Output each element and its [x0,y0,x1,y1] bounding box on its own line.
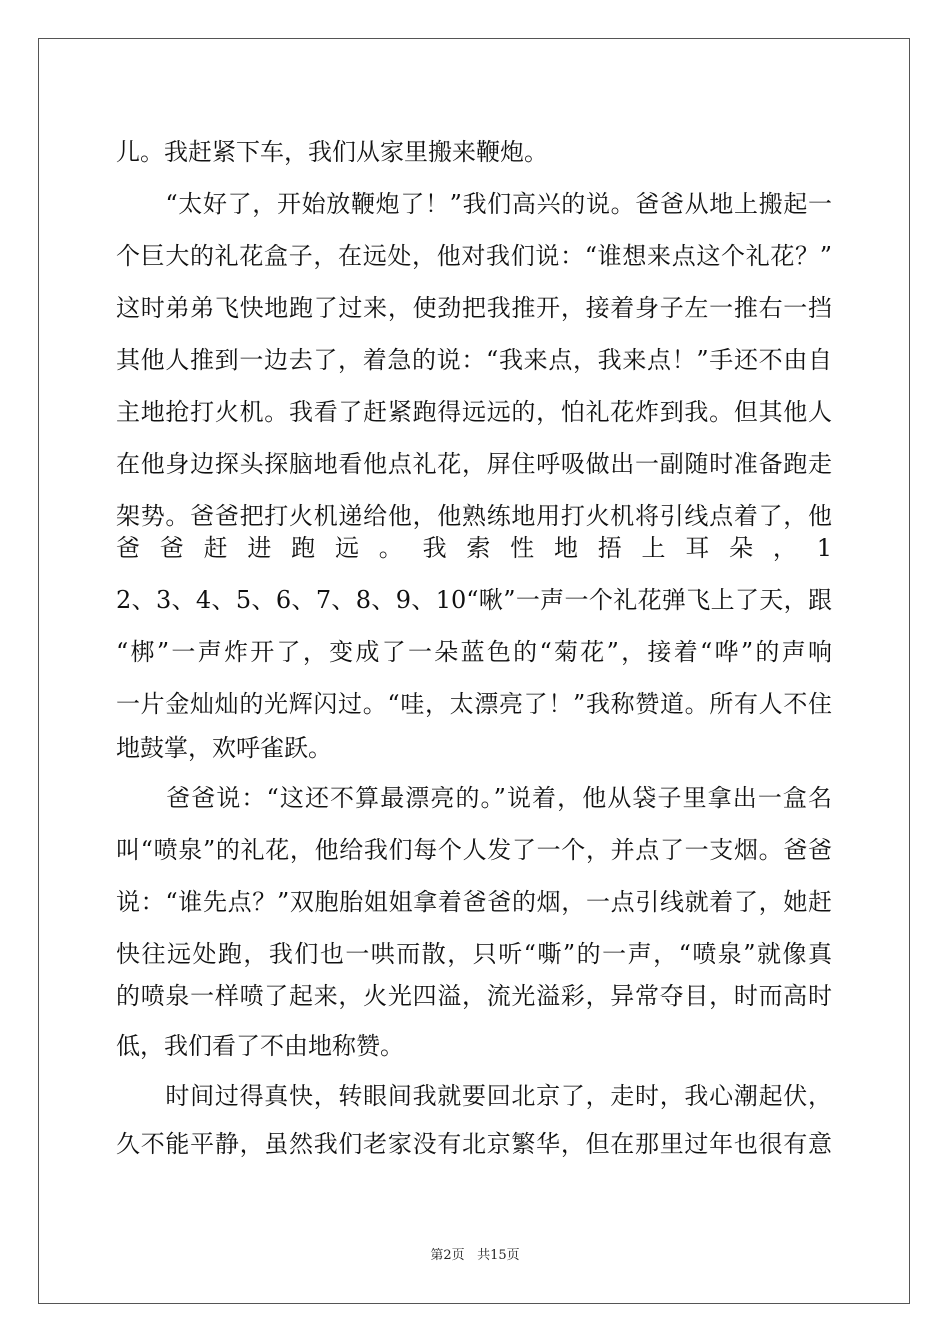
text-line: 2、3、4、5、6、7、8、9、10“啾”一声一个礼花弹飞上了天，跟 [116,586,832,614]
text-line: “太好了，开始放鞭炮了！”我们高兴的说。爸爸从地上搬起一 [116,190,832,218]
text-line: 久不能平静，虽然我们老家没有北京繁华，但在那里过年也很有意 [116,1130,832,1158]
text-line: 这时弟弟飞快地跑了过来，使劲把我推开，接着身子左一推右一挡 [116,294,832,322]
text-line: 在他身边探头探脑地看他点礼花，屏住呼吸做出一副随时准备跑走 [116,450,832,478]
text-line: 架势。爸爸把打火机递给他，他熟练地用打火机将引线点着了，他 [116,502,832,530]
text-line: “梆”一声炸开了，变成了一朵蓝色的“菊花”，接着“哗”的声响 [116,638,832,666]
page-footer [0,1244,950,1263]
text-line: 一片金灿灿的光辉闪过。“哇，太漂亮了！”我称赞道。所有人不住 [116,690,832,718]
text-line: 爸爸说：“这还不算最漂亮的。”说着，他从袋子里拿出一盒名 [116,784,832,812]
text-line: 主地抢打火机。我看了赶紧跑得远远的，怕礼花炸到我。但其他人 [116,398,832,426]
text-line: 儿。我赶紧下车，我们从家里搬来鞭炮。 [116,138,548,166]
text-line: 快往远处跑，我们也一哄而散，只听“嘶”的一声，“喷泉”就像真 [116,940,832,968]
text-line: 爸 爸 赶 进 跑 远 。 我 索 性 地 捂 上 耳 朵 ， 1 [116,534,832,562]
text-line: 个巨大的礼花盒子，在远处，他对我们说：“谁想来点这个礼花？” [116,242,832,270]
page-number: 第2页 [430,1248,465,1263]
text-line: 时间过得真快，转眼间我就要回北京了，走时，我心潮起伏， [165,1082,832,1110]
text-line: 低，我们看了不由地称赞。 [116,1032,404,1060]
text-line: 说：“谁先点？”双胞胎姐姐拿着爸爸的烟，一点引线就着了，她赶 [116,888,832,916]
page-total: 共15页 [477,1248,520,1263]
text-line: 叫“喷泉”的礼花，他给我们每个人发了一个，并点了一支烟。爸爸 [116,836,832,864]
text-line: 地鼓掌，欢呼雀跃。 [116,734,332,762]
text-line: 的喷泉一样喷了起来，火光四溢，流光溢彩，异常夺目，时而高时 [116,982,832,1010]
text-line: 其他人推到一边去了，着急的说：“我来点，我来点！”手还不由自 [116,346,832,374]
